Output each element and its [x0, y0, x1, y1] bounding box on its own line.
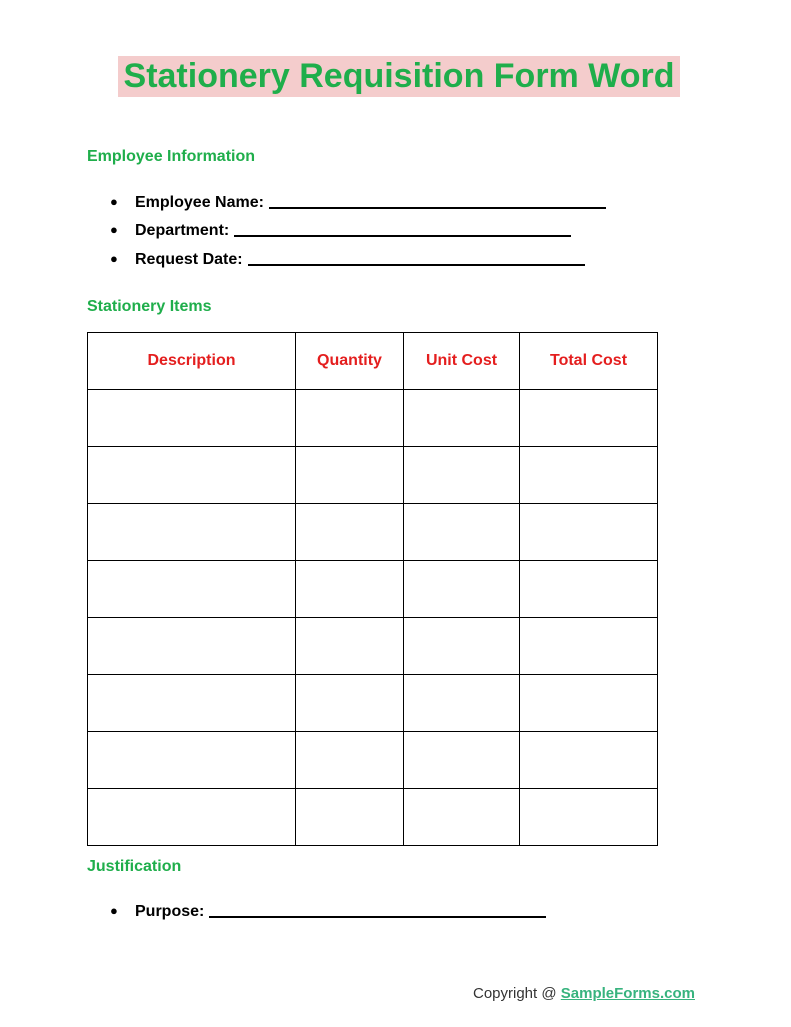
- description-cell[interactable]: [88, 561, 296, 618]
- description-cell[interactable]: [88, 504, 296, 561]
- total-cost-cell[interactable]: [520, 675, 658, 732]
- table-row: [88, 618, 658, 675]
- unit-cost-cell[interactable]: [404, 789, 520, 846]
- department-input-line[interactable]: [234, 221, 571, 237]
- total-cost-cell[interactable]: [520, 390, 658, 447]
- description-cell[interactable]: [88, 447, 296, 504]
- bullet-icon: ●: [110, 222, 118, 237]
- total-cost-cell[interactable]: [520, 732, 658, 789]
- unit-cost-cell[interactable]: [404, 390, 520, 447]
- table-header-row: [88, 333, 658, 390]
- column-header-total-cost: Total Cost: [520, 333, 658, 390]
- description-cell[interactable]: [88, 789, 296, 846]
- table-row: [88, 789, 658, 846]
- quantity-cell[interactable]: [296, 618, 404, 675]
- employee-name-field: [110, 192, 606, 213]
- total-cost-cell[interactable]: [520, 447, 658, 504]
- table-row: [88, 561, 658, 618]
- employee-name-label: Employee Name:: [135, 194, 264, 211]
- request-date-input-line[interactable]: [248, 250, 585, 266]
- purpose-label: Purpose:: [135, 903, 205, 920]
- unit-cost-cell[interactable]: [404, 675, 520, 732]
- request-date-field: [110, 249, 585, 270]
- employee-information-heading: Employee Information: [87, 148, 256, 165]
- quantity-cell[interactable]: [296, 675, 404, 732]
- copyright-prefix: Copyright @: [473, 985, 561, 1002]
- table-row: [88, 732, 658, 789]
- table-row: [88, 447, 658, 504]
- quantity-cell[interactable]: [296, 504, 404, 561]
- total-cost-cell[interactable]: [520, 561, 658, 618]
- quantity-cell[interactable]: [296, 732, 404, 789]
- column-header-unit-cost: Unit Cost: [404, 333, 520, 390]
- purpose-field: [110, 901, 546, 922]
- total-cost-cell[interactable]: [520, 789, 658, 846]
- description-cell[interactable]: [88, 618, 296, 675]
- total-cost-cell[interactable]: [520, 504, 658, 561]
- unit-cost-cell[interactable]: [404, 618, 520, 675]
- copyright-footer: [473, 985, 695, 1002]
- bullet-icon: ●: [110, 903, 118, 918]
- unit-cost-cell[interactable]: [404, 732, 520, 789]
- column-header-description: Description: [88, 333, 296, 390]
- unit-cost-cell[interactable]: [404, 561, 520, 618]
- table-row: [88, 504, 658, 561]
- purpose-input-line[interactable]: [209, 902, 546, 918]
- description-cell[interactable]: [88, 675, 296, 732]
- employee-name-input-line[interactable]: [269, 193, 606, 209]
- stationery-items-heading: Stationery Items: [87, 298, 212, 315]
- page-title: Stationery Requisition Form Word: [118, 56, 680, 97]
- unit-cost-cell[interactable]: [404, 447, 520, 504]
- quantity-cell[interactable]: [296, 390, 404, 447]
- table-row: [88, 390, 658, 447]
- column-header-quantity: Quantity: [296, 333, 404, 390]
- justification-heading: Justification: [87, 858, 182, 875]
- total-cost-cell[interactable]: [520, 618, 658, 675]
- quantity-cell[interactable]: [296, 789, 404, 846]
- unit-cost-cell[interactable]: [404, 504, 520, 561]
- quantity-cell[interactable]: [296, 447, 404, 504]
- quantity-cell[interactable]: [296, 561, 404, 618]
- stationery-items-table: [87, 332, 658, 846]
- description-cell[interactable]: [88, 732, 296, 789]
- department-field: [110, 220, 571, 241]
- sampleforms-link[interactable]: SampleForms.com: [560, 985, 695, 1002]
- bullet-icon: ●: [110, 194, 118, 209]
- bullet-icon: ●: [110, 251, 118, 266]
- description-cell[interactable]: [88, 390, 296, 447]
- department-label: Department:: [135, 222, 230, 239]
- table-row: [88, 675, 658, 732]
- request-date-label: Request Date:: [135, 251, 243, 268]
